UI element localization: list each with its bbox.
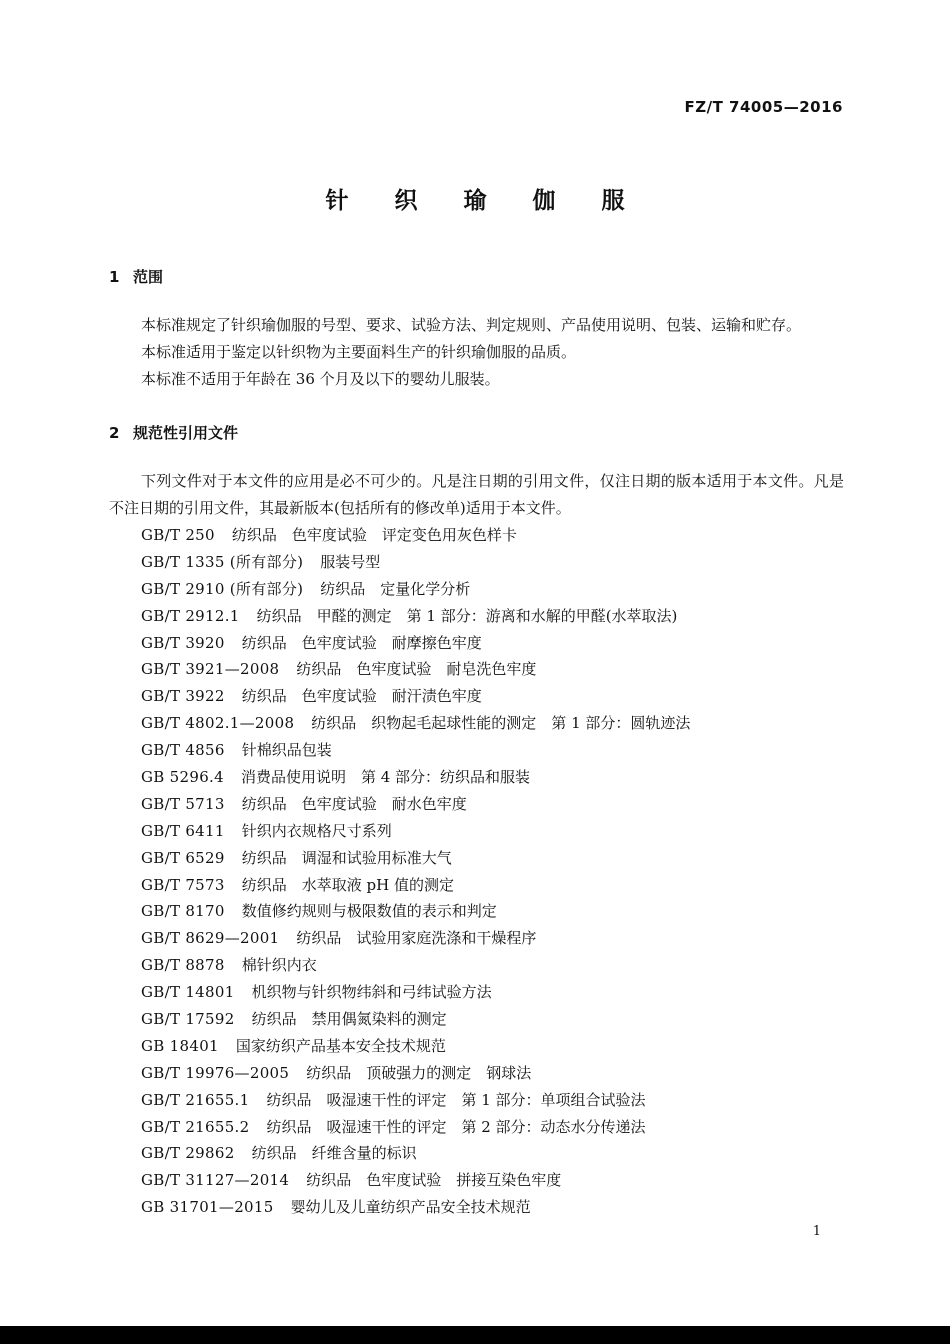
- reference-title: 纺织品 色牢度试验 耐摩擦色牢度: [241, 633, 482, 652]
- reference-item: [141, 683, 690, 710]
- reference-title: 纺织品 甲醛的测定 第 1 部分：游离和水解的甲醛(水萃取法): [256, 606, 678, 625]
- reference-title: 国家纺织产品基本安全技术规范: [235, 1036, 446, 1055]
- reference-item: [141, 1033, 690, 1060]
- reference-item: [141, 925, 690, 952]
- reference-list: [141, 522, 690, 1221]
- reference-code: GB/T 21655.1: [141, 1090, 250, 1109]
- reference-title: 数值修约规则与极限数值的表示和判定: [241, 902, 497, 921]
- reference-title: 纺织品 吸湿速干性的评定 第 2 部分：动态水分传递法: [266, 1117, 646, 1136]
- reference-code: GB 31701—2015: [141, 1198, 274, 1217]
- reference-code: GB/T 3921—2008: [141, 660, 280, 679]
- reference-title: 纺织品 色牢度试验 拼接互染色牢度: [306, 1171, 562, 1190]
- reference-item: [141, 710, 690, 737]
- document-title: 针 织 瑜 伽 服: [325, 188, 644, 214]
- reference-item: [141, 522, 690, 549]
- reference-item: [141, 1194, 690, 1221]
- reference-title: 纺织品 色牢度试验 耐水色牢度: [241, 794, 467, 813]
- section-number: 2: [109, 424, 120, 442]
- reference-code: GB/T 31127—2014: [141, 1171, 290, 1190]
- reference-code: GB/T 19976—2005: [141, 1063, 290, 1082]
- reference-title: 纺织品 色牢度试验 耐皂洗色牢度: [296, 660, 537, 679]
- scope-paragraph: 本标准不适用于年龄在 36 个月及以下的婴幼儿服装。: [141, 370, 500, 388]
- section-2-heading: [109, 422, 238, 443]
- reference-code: GB 18401: [141, 1036, 219, 1055]
- reference-code: GB/T 2910 (所有部分): [141, 579, 304, 598]
- bottom-rule: [0, 1326, 950, 1344]
- reference-title: 纺织品 禁用偶氮染料的测定: [251, 1010, 447, 1029]
- reference-item: [141, 656, 690, 683]
- reference-code: GB/T 3920: [141, 633, 225, 652]
- reference-item: [141, 549, 690, 576]
- section-title: 规范性引用文件: [133, 424, 239, 442]
- reference-code: GB 5296.4: [141, 768, 224, 787]
- reference-title: 纺织品 色牢度试验 评定变色用灰色样卡: [231, 526, 517, 544]
- references-intro: 下列文件对于本文件的应用是必不可少的。凡是注日期的引用文件，仅注日期的版本适用于本文件。凡是不注日期的引用文件，其最新版本(包括所有的修改单)适用于本文件。: [109, 472, 844, 517]
- reference-code: GB/T 6411: [141, 821, 225, 840]
- reference-item: [141, 791, 690, 818]
- reference-item: [141, 898, 690, 925]
- reference-title: 纺织品 调湿和试验用标准大气: [241, 848, 452, 867]
- section-title: 范围: [133, 268, 164, 286]
- reference-item: [141, 1087, 690, 1114]
- reference-title: 纺织品 水萃取液 pH 值的测定: [241, 875, 454, 894]
- reference-title: 纺织品 织物起毛起球性能的测定 第 1 部分：圆轨迹法: [311, 714, 691, 733]
- reference-code: GB/T 14801: [141, 983, 235, 1002]
- reference-code: GB/T 2912.1: [141, 606, 240, 625]
- reference-code: GB/T 8170: [141, 902, 225, 921]
- standard-code: FZ/T 74005—2016: [684, 98, 843, 116]
- reference-title: 针棉织品包装: [241, 741, 332, 760]
- reference-code: GB/T 250: [141, 526, 215, 544]
- reference-code: GB/T 4856: [141, 741, 225, 760]
- reference-title: 纺织品 色牢度试验 耐汗渍色牢度: [241, 687, 482, 706]
- scope-paragraph: 本标准规定了针织瑜伽服的号型、要求、试验方法、判定规则、产品使用说明、包装、运输和贮存。: [141, 316, 802, 334]
- reference-item: [141, 737, 690, 764]
- reference-item: [141, 952, 690, 979]
- reference-code: GB/T 5713: [141, 794, 225, 813]
- reference-item: [141, 630, 690, 657]
- reference-item: [141, 1114, 690, 1141]
- reference-code: GB/T 7573: [141, 875, 225, 894]
- reference-code: GB/T 29862: [141, 1144, 235, 1163]
- page-number: 1: [812, 1224, 821, 1239]
- reference-item: [141, 818, 690, 845]
- reference-item: [141, 1167, 690, 1194]
- reference-code: GB/T 8878: [141, 956, 225, 975]
- reference-title: 棉针织内衣: [241, 956, 317, 975]
- scope-paragraph: 本标准适用于鉴定以针织物为主要面料生产的针织瑜伽服的品质。: [141, 343, 577, 361]
- reference-code: GB/T 8629—2001: [141, 929, 280, 948]
- reference-title: 机织物与针织物纬斜和弓纬试验方法: [251, 983, 492, 1002]
- reference-item: [141, 1140, 690, 1167]
- section-number: 1: [109, 268, 120, 286]
- reference-item: [141, 576, 690, 603]
- reference-item: [141, 1060, 690, 1087]
- reference-code: GB/T 1335 (所有部分): [141, 552, 304, 571]
- reference-item: [141, 603, 690, 630]
- section-1-heading: [109, 266, 163, 287]
- reference-item: [141, 845, 690, 872]
- reference-item: [141, 979, 690, 1006]
- reference-title: 纺织品 顶破强力的测定 钢球法: [306, 1063, 532, 1082]
- reference-code: GB/T 17592: [141, 1010, 235, 1029]
- reference-title: 纺织品 纤维含量的标识: [251, 1144, 417, 1163]
- reference-title: 婴幼儿及儿童纺织产品安全技术规范: [290, 1198, 531, 1217]
- reference-code: GB/T 4802.1—2008: [141, 714, 295, 733]
- reference-item: [141, 872, 690, 899]
- reference-code: GB/T 6529: [141, 848, 225, 867]
- reference-title: 服装号型: [320, 552, 381, 571]
- reference-title: 纺织品 吸湿速干性的评定 第 1 部分：单项组合试验法: [266, 1090, 646, 1109]
- reference-title: 针织内衣规格尺寸系列: [241, 821, 392, 840]
- reference-title: 纺织品 定量化学分析: [320, 579, 471, 598]
- reference-title: 纺织品 试验用家庭洗涤和干燥程序: [296, 929, 537, 948]
- reference-item: [141, 764, 690, 791]
- reference-title: 消费品使用说明 第 4 部分：纺织品和服装: [240, 768, 531, 787]
- reference-item: [141, 1006, 690, 1033]
- reference-code: GB/T 3922: [141, 687, 225, 706]
- reference-code: GB/T 21655.2: [141, 1117, 250, 1136]
